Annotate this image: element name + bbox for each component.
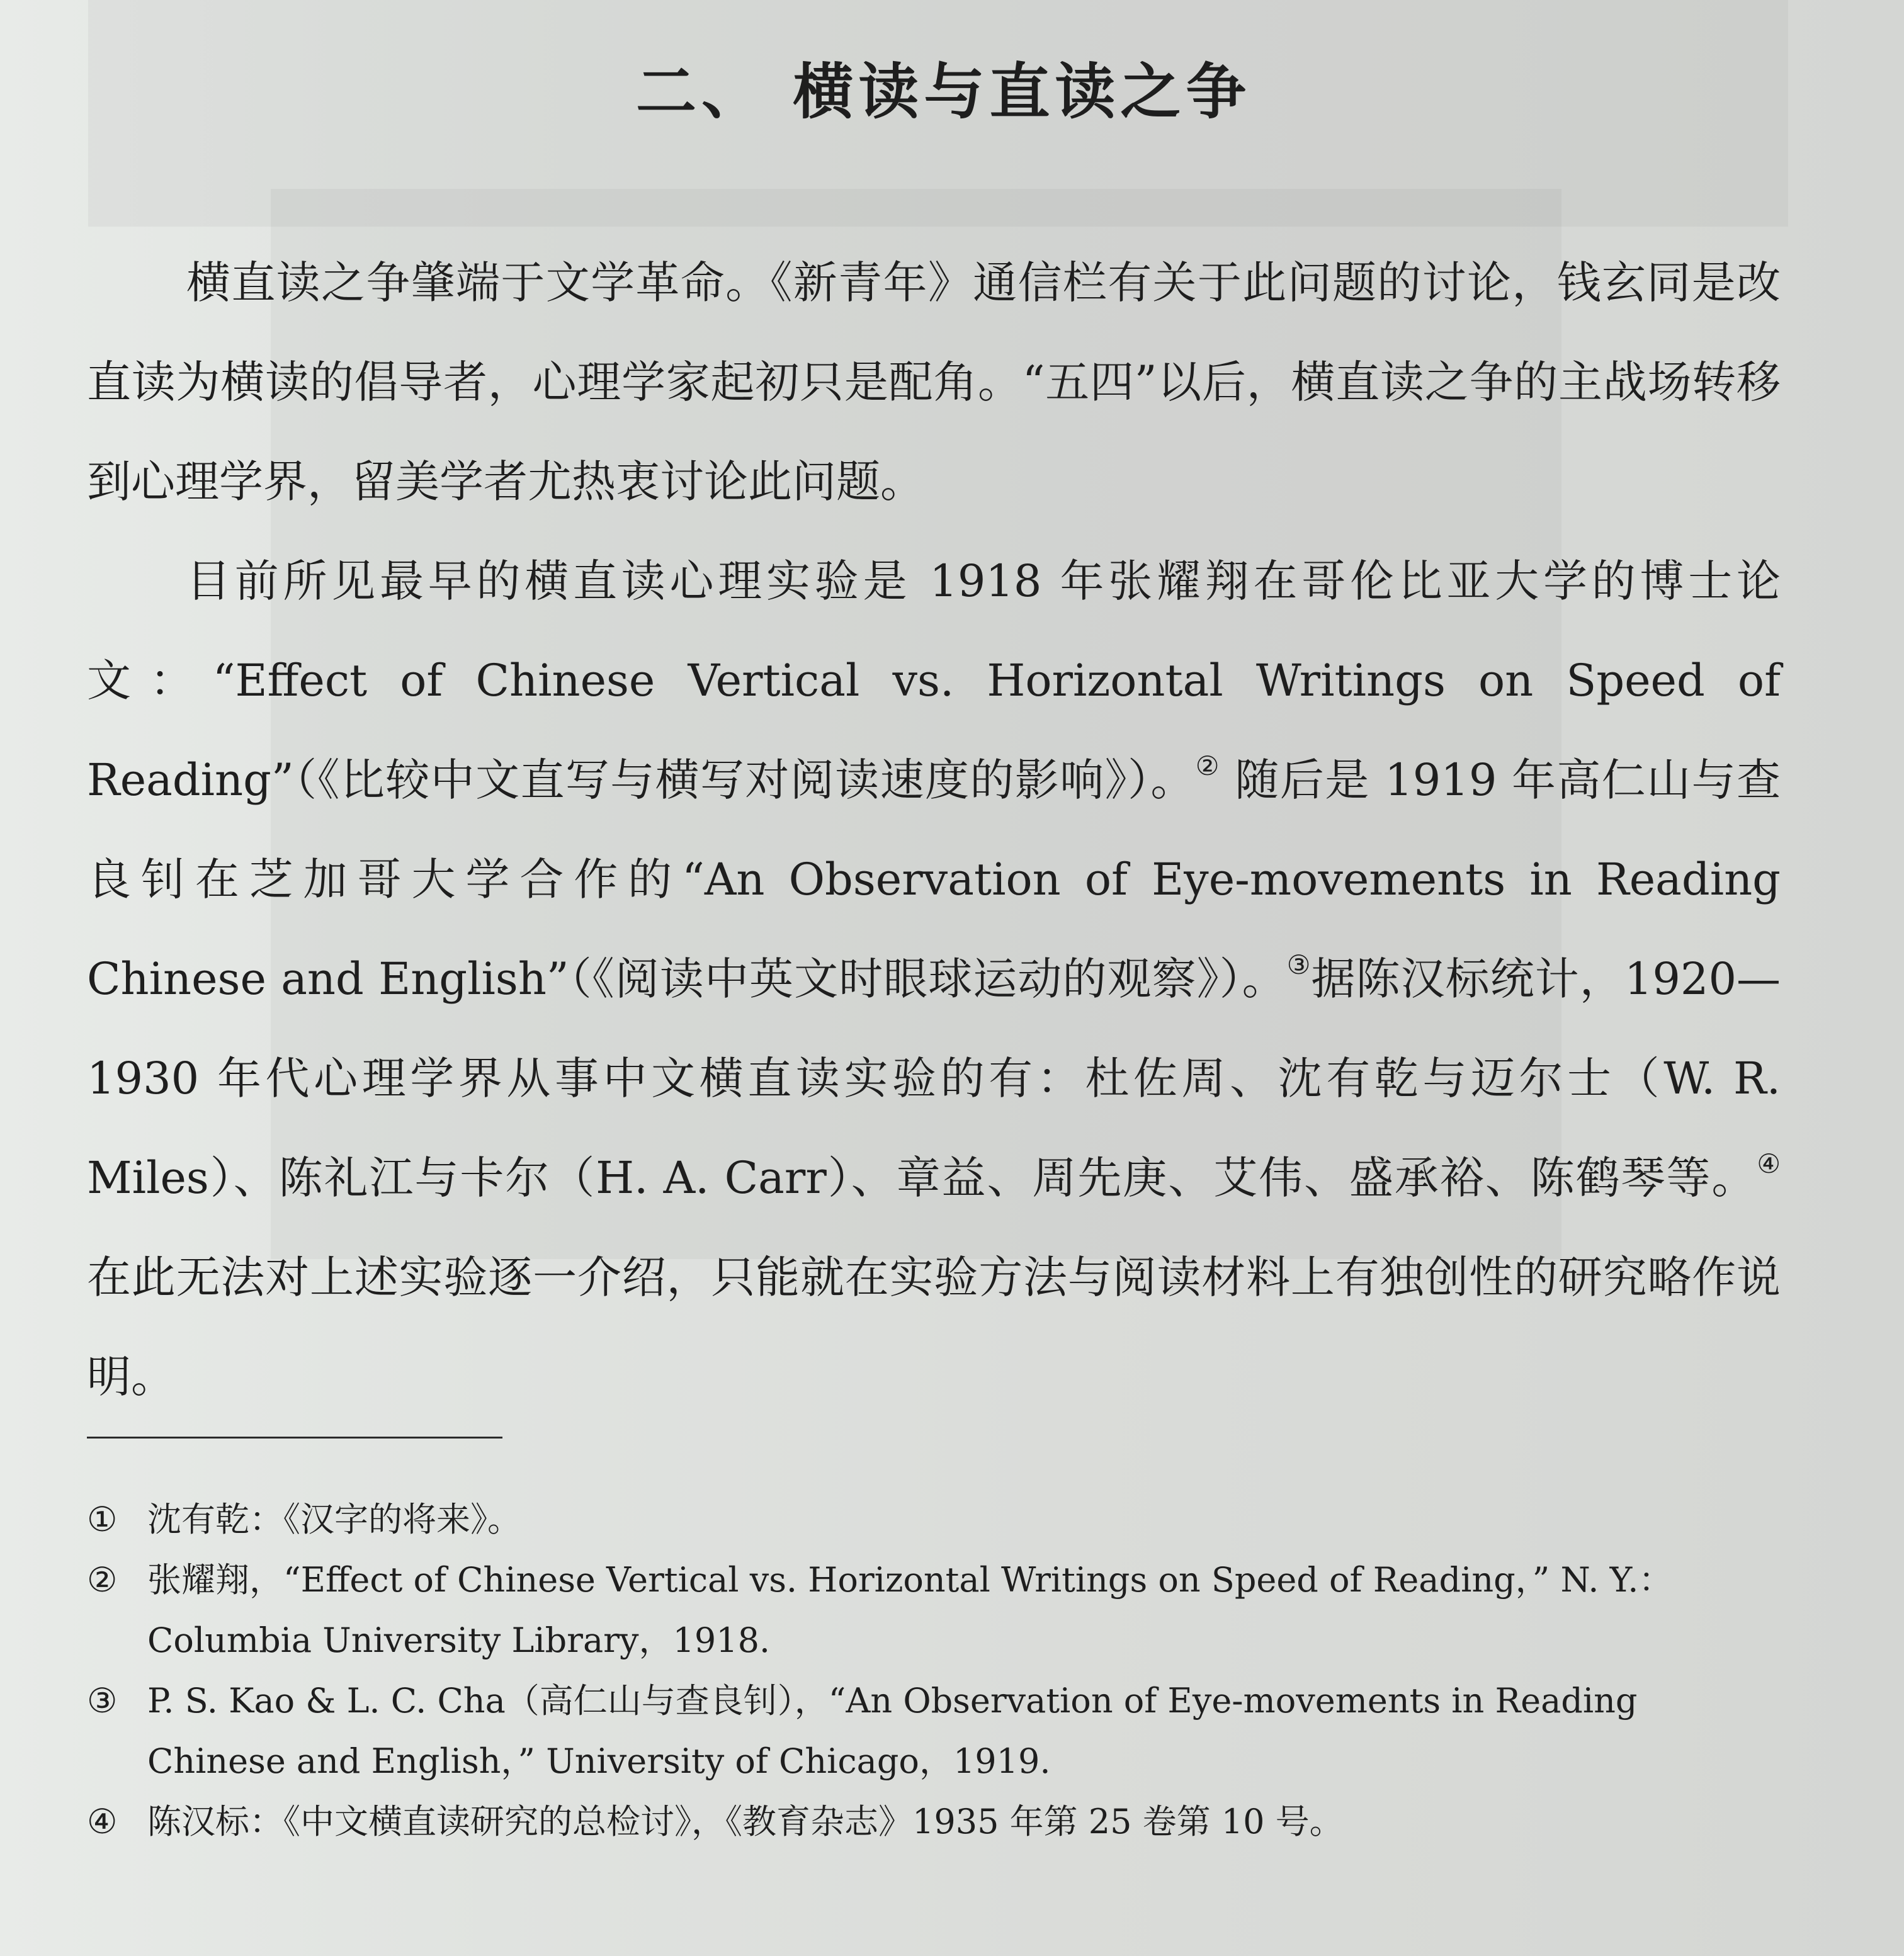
paragraph-2-segment-4: 在此无法对上述实验逐一介绍，只能就在实验方法与阅读材料上有独创性的研究略作说明。 — [87, 1252, 1781, 1403]
paragraph-2 — [87, 531, 1781, 1427]
footnote-3 — [87, 1671, 1781, 1792]
footnote-text: P. S. Kao & L. C. Cha（高仁山与查良钊），“An Observation of Eye-movements in Reading Chinese and English，” University of Chicago，1919. — [147, 1681, 1638, 1781]
body-text — [87, 233, 1781, 1427]
section-title: 二、 横读与直读之争 — [636, 56, 1252, 127]
footnote-number: ④ — [87, 1802, 118, 1841]
footnote-ref-3: ③ — [1286, 949, 1312, 980]
footnotes — [87, 1490, 1781, 1852]
footnote-ref-2: ② — [1195, 750, 1220, 781]
footnote-text: 张耀翔，“Effect of Chinese Vertical vs. Horizontal Writings on Speed of Reading，” N. Y.：Columbia University Library，1918. — [147, 1560, 1673, 1660]
footnote-4 — [87, 1792, 1781, 1852]
footnote-text: 沈有乾：《汉字的将来》。 — [147, 1500, 521, 1539]
paragraph-2-segment-2: 随后是 1919 年高仁山与查良钊在芝加哥大学合作的“An Observation of Eye-movements in Reading Chinese and English”（《阅读中英文时眼球运动的观察》）。 — [87, 754, 1781, 1005]
footnote-divider — [87, 1437, 502, 1439]
paragraph-2-segment-1: 目前所见最早的横直读心理实验是 1918 年张耀翔在哥伦比亚大学的博士论文：“Effect of Chinese Vertical vs. Horizontal Writings on Speed of Reading”（《比较中文直写与横写对阅读速度的影响》）。 — [87, 555, 1781, 806]
footnote-1 — [87, 1490, 1781, 1550]
paragraph-2-segment-3: 据陈汉标统计，1920—1930 年代心理学界从事中文横直读实验的有：杜佐周、沈有乾与迈尔士（W. R. Miles）、陈礼江与卡尔（H. A. Carr）、章益、周先庚、艾伟、盛承裕、陈鹤琴等。 — [87, 953, 1781, 1204]
footnote-number: ① — [87, 1500, 118, 1539]
footnote-ref-4: ④ — [1757, 1148, 1781, 1179]
footnote-text: 陈汉标：《中文横直读研究的总检讨》，《教育杂志》1935 年第 25 卷第 10 号。 — [147, 1802, 1344, 1841]
footnote-number: ② — [87, 1560, 118, 1600]
footnote-number: ③ — [87, 1681, 118, 1721]
footnote-2 — [87, 1550, 1781, 1671]
paragraph-1: 横直读之争肇端于文学革命。《新青年》通信栏有关于此问题的讨论，钱玄同是改直读为横读的倡导者，心理学家起初只是配角。“五四”以后，横直读之争的主战场转移到心理学界，留美学者尤热衷讨论此问题。 — [87, 257, 1781, 507]
